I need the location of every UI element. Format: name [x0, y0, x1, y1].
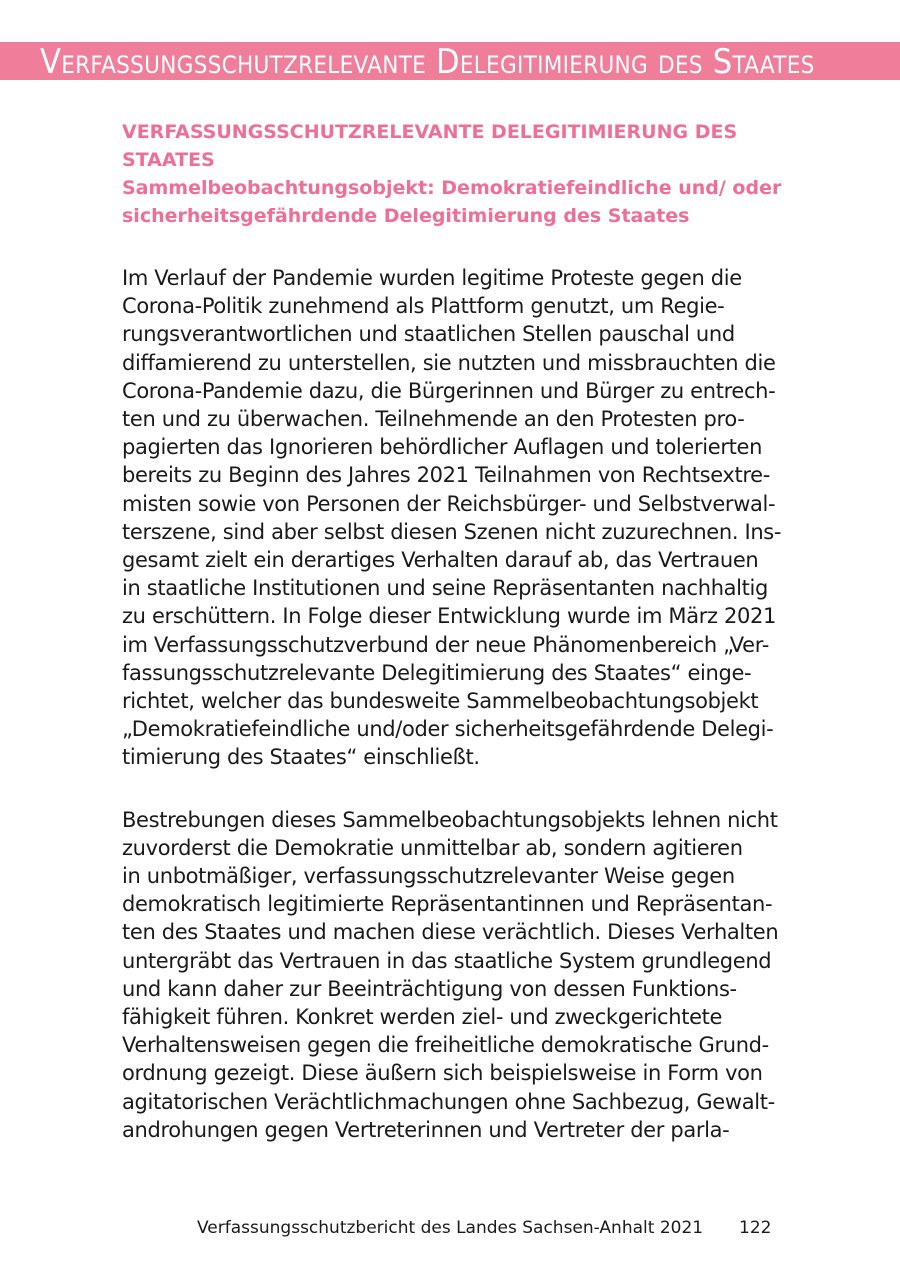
- paragraph-line: agitatorischen Verächtlichmachungen ohne Sachbezug, Gewalt-: [122, 1089, 775, 1114]
- paragraph-line: untergräbt das Vertrauen in das staatliche System grundlegend: [122, 948, 772, 973]
- paragraph-line: ten und zu überwachen. Teilnehmende an den Protesten pro-: [122, 407, 745, 432]
- body-paragraph-2: [122, 806, 782, 1144]
- paragraph-line: timierung des Staates“ einschließt.: [122, 745, 480, 770]
- paragraph-line: gesamt zielt ein derartiges Verhalten darauf ab, das Vertrauen: [122, 548, 759, 573]
- paragraph-line: Bestrebungen dieses Sammelbeobachtungsobjekts lehnen nicht: [122, 807, 778, 832]
- section-subheading-line: sicherheitsgefährdende Delegitimierung des Staates: [122, 205, 690, 227]
- paragraph-line: im Verfassungsschutzverbund der neue Phänomenbereich „Ver-: [122, 632, 769, 657]
- paragraph-line: zuvorderst die Demokratie unmittelbar ab, sondern agitieren: [122, 835, 743, 860]
- paragraph-line: bereits zu Beginn des Jahres 2021 Teilnahmen von Rechtsextre-: [122, 463, 770, 488]
- paragraph-line: Im Verlauf der Pandemie wurden legitime Proteste gegen die: [122, 266, 742, 290]
- paragraph-line: zu erschüttern. In Folge dieser Entwicklung wurde im März 2021: [122, 604, 777, 629]
- paragraph-line: in unbotmäßiger, verfassungsschutzrelevanter Weise gegen: [122, 864, 735, 889]
- paragraph-line: in staatliche Institutionen und seine Repräsentanten nachhaltig: [122, 576, 769, 601]
- paragraph-line: diffamierend zu unterstellen, sie nutzten und missbrauchten die: [122, 350, 776, 375]
- paragraph-line: rungsverantwortlichen und staatlichen Stellen pauschal und: [122, 322, 735, 347]
- page-content: [122, 118, 782, 1144]
- paragraph-line: terszene, sind aber selbst diesen Szenen nicht zuzurechnen. Ins-: [122, 519, 782, 544]
- paragraph-line: und kann daher zur Beeinträchtigung von dessen Funktions-: [122, 976, 737, 1001]
- paragraph-line: fassungsschutzrelevante Delegitimierung des Staates“ einge-: [122, 660, 752, 685]
- section-heading: [122, 118, 782, 230]
- paragraph-line: richtet, welcher das bundesweite Sammelbeobachtungsobjekt: [122, 689, 759, 714]
- paragraph-line: androhungen gegen Vertreterinnen und Vertreter der parla-: [122, 1117, 730, 1142]
- section-subheading-line: Sammelbeobachtungsobjekt: Demokratiefeindliche und/ oder: [122, 177, 782, 199]
- paragraph-line: Verhaltensweisen gegen die freiheitliche demokratische Grund-: [122, 1033, 769, 1058]
- section-heading-line: STAATES: [122, 149, 215, 171]
- paragraph-line: „Demokratiefeindliche und/oder sicherheitsgefährdende Delegi-: [122, 717, 774, 742]
- paragraph-line: ordnung gezeigt. Diese äußern sich beispielsweise in Form von: [122, 1061, 763, 1086]
- paragraph-line: ten des Staates und machen diese verächtlich. Dieses Verhalten: [122, 920, 779, 945]
- paragraph-line: Corona-Pandemie dazu, die Bürgerinnen und Bürger zu entrech-: [122, 378, 776, 403]
- paragraph-line: Corona-Politik zunehmend als Plattform genutzt, um Regie-: [122, 294, 725, 319]
- paragraph-line: fähigkeit führen. Konkret werden ziel- und zweckgerichtete: [122, 1005, 723, 1030]
- body-paragraph-1: [122, 264, 782, 772]
- footer-publication-title: Verfassungsschutzbericht des Landes Sachsen-Anhalt 2021: [197, 1218, 704, 1238]
- section-heading-line: VERFASSUNGSSCHUTZRELEVANTE DELEGITIMIERUNG DES: [122, 121, 738, 143]
- page-number: 122: [739, 1218, 772, 1238]
- paragraph-line: pagierten das Ignorieren behördlicher Auflagen und tolerierten: [122, 435, 763, 460]
- paragraph-line: demokratisch legitimierte Repräsentantinnen und Repräsentan-: [122, 892, 773, 917]
- paragraph-line: misten sowie von Personen der Reichsbürger- und Selbstverwal-: [122, 491, 776, 516]
- chapter-title: Verfassungsschutzrelevante Delegitimierung des Staates: [40, 42, 815, 82]
